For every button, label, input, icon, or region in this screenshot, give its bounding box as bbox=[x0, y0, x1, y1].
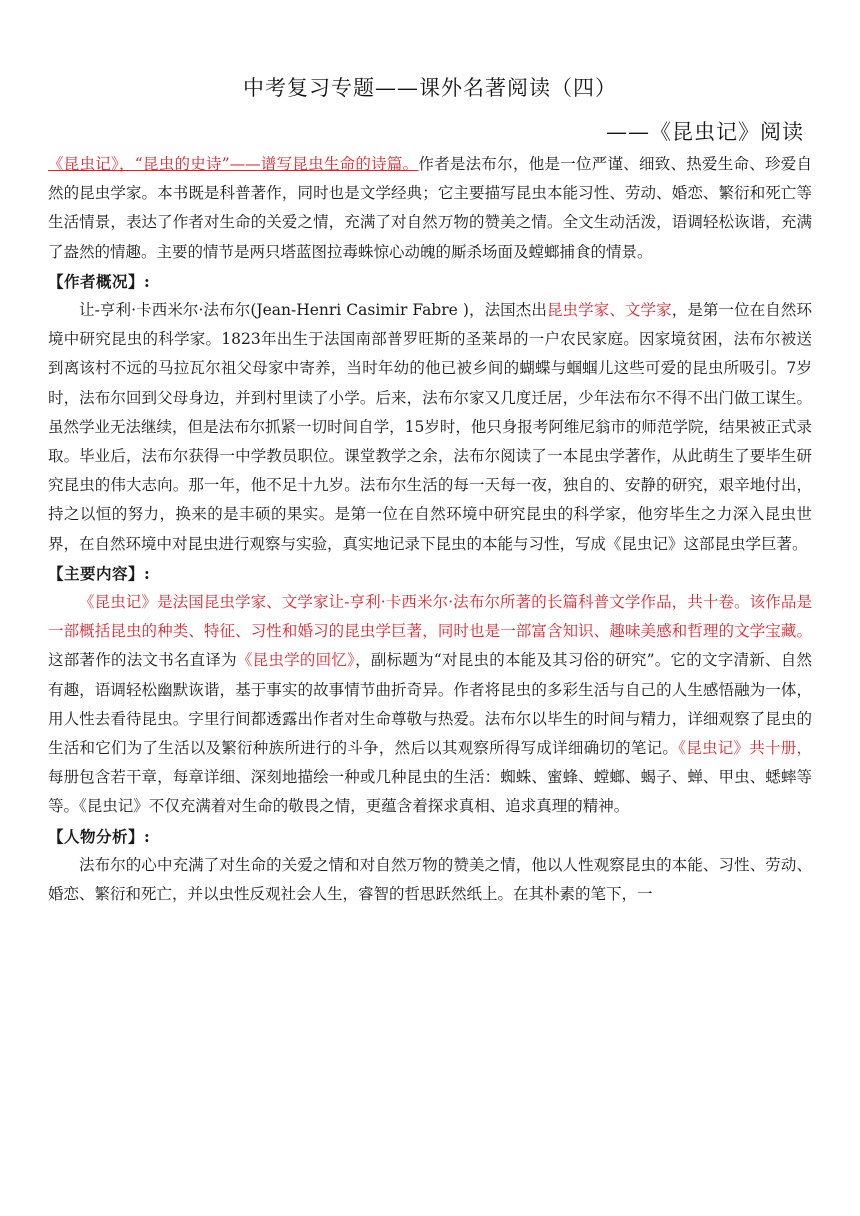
content-text-1: 这部著作的法文书名直译为 bbox=[48, 651, 237, 670]
character-paragraph: 法布尔的心中充满了对生命的关爱之情和对自然万物的赞美之情，他以人性观察昆虫的本能、习性、劳动、婚恋、繁衍和死亡，并以虫性反观社会人生，睿智的哲思跃然纸上。在其朴素的笔下，一 bbox=[48, 855, 812, 904]
content-text-3: 每册包含若干章，每章详细、深刻地描绘一种或几种昆虫的生活：蜘蛛、蜜蜂、螳螂、蝎子、蝉、甲虫、蟋蟀等等。《昆虫记》不仅充满着对生命的敬畏之情，更蕴含着探求真相、追求真理的精神。 bbox=[48, 768, 812, 816]
page-subtitle: ——《昆虫记》阅读 bbox=[606, 120, 804, 144]
content-highlight-3: 《昆虫记》共十册， bbox=[678, 739, 812, 758]
intro-highlight: 《昆虫记》，“昆虫的史诗”——谱写昆虫生命的诗篇。 bbox=[48, 155, 419, 173]
document-body bbox=[48, 150, 812, 909]
content-highlight-1: 《昆虫记》是法国昆虫学家、文学家让-亨利·卡西米尔·法布尔所著的长篇科普文学作品，共十卷。该作品是一部概括昆虫的种类、特征、习性和婚习的昆虫学巨著，同时也是一部富含知识、趣味美感和哲理的文学宝藏。 bbox=[48, 593, 812, 641]
author-text-1: 让-亨利·卡西米尔·法布尔(Jean-Henri Casimir Fabre )，法国杰出 bbox=[79, 301, 547, 320]
intro-paragraph bbox=[48, 150, 812, 267]
author-paragraph bbox=[48, 296, 812, 559]
author-text-2: ，是第一位在自然环境中研究昆虫的科学家。1823年出生于法国南部普罗旺斯的圣莱昂的一户农民家庭。因家境贫困，法布尔被送到离该村不远的马拉瓦尔祖父母家中寄养，当时年幼的他已被乡间的蝴蝶与蝈蝈儿这些可爱的昆虫所吸引。7岁时，法布尔回到父母身边，并到村里读了小学。后来，法布尔家又几度迁居，少年法布尔不得不出门做工谋生。虽然学业无法继续，但是法布尔抓紧一切时间自学，15岁时，他只身报考阿维尼翁市的师范学院，结果被正式录取。毕业后，法布尔获得一中学教员职位。课堂教学之余，法布尔阅读了一本昆虫学著作，从此萌生了要毕生研究昆虫的伟大志向。那一年，他不足十九岁。法布尔生活的每一天每一夜，独自的、安静的研究，艰辛地付出，持之以恒的努力，换来的是丰硕的果实。是第一位在自然环境中研究昆虫的科学家，他穷毕生之力深入昆虫世界，在自然环境中对昆虫进行观察与实验，真实地记录下昆虫的本能与习性，写成《昆虫记》这部昆虫学巨著。 bbox=[48, 301, 812, 553]
content-text-2: ，副标题为“对昆虫的本能及其习俗的研究”。它的文字清新、自然有趣，语调轻松幽默诙谐，基于事实的故事情节曲折奇异。作者将昆虫的多彩生活与自己的人生感悟融为一体，用人性去看待昆虫。字里行间都透露出作者对生命尊敬与热爱。法布尔以毕生的时间与精力，详细观察了昆虫的生活和它们为了生活以及繁衍种族所进行的斗争，然后以其观察所得写成详细确切的笔记。 bbox=[48, 651, 812, 758]
author-highlight: 昆虫学家、文学家 bbox=[546, 301, 672, 320]
content-paragraph bbox=[48, 588, 812, 822]
author-heading: 【作者概况】: bbox=[48, 271, 151, 291]
character-heading: 【人物分析】: bbox=[48, 826, 151, 846]
intro-text: 作者是法布尔，他是一位严谨、细致、热爱生命、珍爱自然的昆虫学家。本书既是科普著作，同时也是文学经典；它主要描写昆虫本能习性、劳动、婚恋、繁衍和死亡等生活情景，表达了作者对生命的关爱之情，充满了对自然万物的赞美之情。全文生动活泼，语调轻松诙谐，充满了盎然的情趣。主要的情节是两只塔蓝图拉毒蛛惊心动魄的厮杀场面及螳螂捕食的情景。 bbox=[48, 155, 812, 261]
page-title: 中考复习专题——课外名著阅读（四） bbox=[243, 76, 617, 100]
content-heading: 【主要内容】: bbox=[48, 563, 151, 583]
content-highlight-2: 《昆虫学的回忆》 bbox=[236, 651, 356, 670]
